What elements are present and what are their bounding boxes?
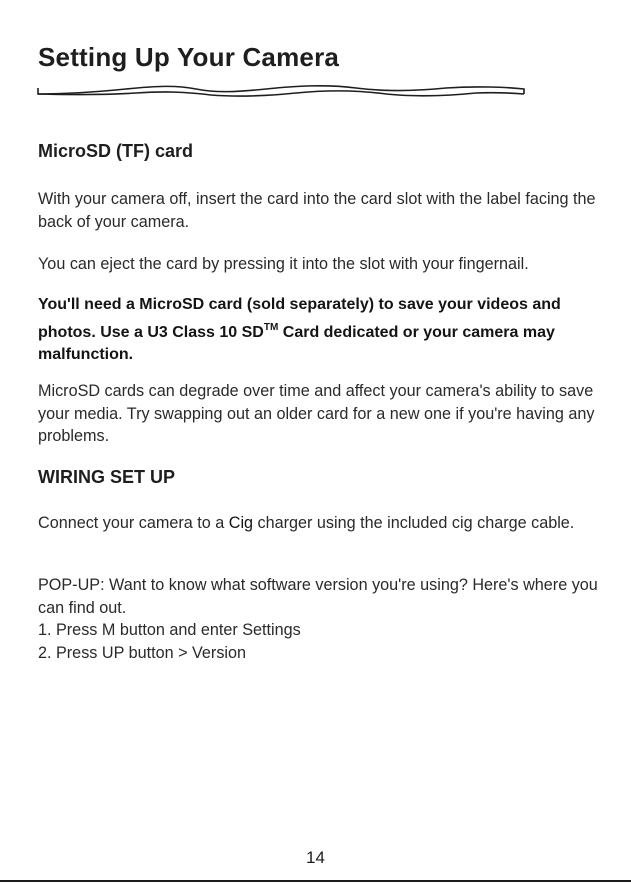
connect-text-after: charger using the included cig charge cable. [253, 514, 575, 532]
section-heading-microsd: MicroSD (TF) card [38, 141, 194, 161]
page-number: 14 [306, 848, 325, 867]
note-text-part1: You'll need a MicroSD card (sold separately) to save your videos and photos. Use a U3 Class 10 SD [38, 296, 561, 341]
connect-text-before: Connect your camera to a [38, 514, 229, 532]
decorative-wave-divider [36, 81, 528, 101]
instruction-step-2: 2. Press UP button > Version [38, 643, 247, 662]
popup-instructions [38, 574, 608, 664]
note-text-part2: Card dedicated or your camera may malfunction. [38, 323, 555, 363]
page-title: Setting Up Your Camera [38, 42, 340, 72]
section-heading-wiring: WIRING SET UP [38, 467, 176, 487]
microsd-eject-paragraph: You can eject the card by pressing it into the slot with your fingernail. [38, 255, 529, 273]
popup-intro: POP-UP: Want to know what software version you're using? Here's where you can find out. [38, 576, 598, 617]
microsd-insert-paragraph: With your camera off, insert the card into the card slot with the label facing the back of your camera. [38, 190, 596, 231]
microsd-requirement-note [38, 294, 608, 367]
cig-term: Cig [228, 514, 254, 532]
instruction-step-1: 1. Press M button and enter Settings [38, 621, 301, 639]
wiring-connect-paragraph [38, 512, 608, 535]
microsd-degrade-paragraph: MicroSD cards can degrade over time and affect your camera's ability to save your media. Try swapping out an older card for a new one if you're having any problems. [38, 382, 595, 445]
trademark-superscript: TM [263, 321, 279, 333]
bottom-rule [0, 880, 631, 882]
